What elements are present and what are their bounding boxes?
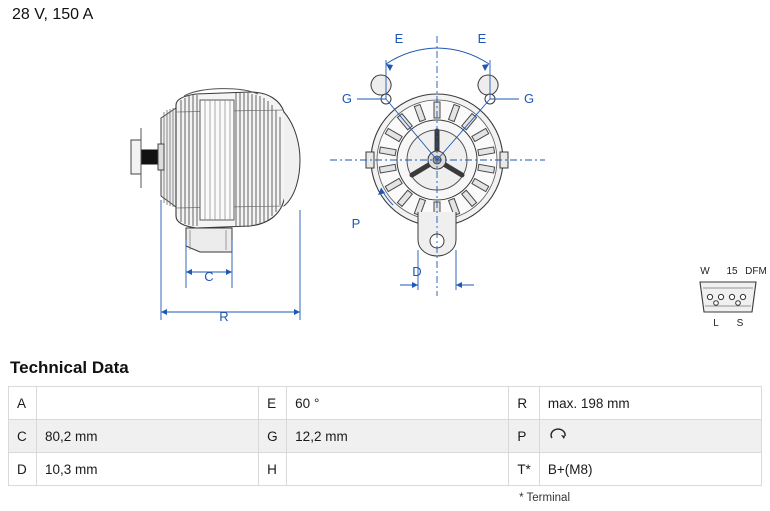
dimension-label-E-right: E (477, 31, 487, 46)
dimension-label-G-left: G (341, 91, 352, 106)
table-row (9, 387, 762, 420)
cell-value-D: 10,3 mm (37, 453, 259, 486)
cell-key-P: P (509, 420, 540, 453)
table-row (9, 420, 762, 453)
cell-key-C: C (9, 420, 37, 453)
side-view (131, 89, 300, 252)
cell-key-E: E (259, 387, 287, 420)
dimension-label-D: D (412, 264, 422, 279)
page-title: 28 V, 150 A (12, 6, 94, 23)
cell-value-H (287, 453, 509, 486)
cell-value-G: 12,2 mm (287, 420, 509, 453)
cell-key-A: A (9, 387, 37, 420)
cell-key-G: G (259, 420, 287, 453)
cell-value-T: B+(M8) (539, 453, 761, 486)
table-footnote: * Terminal (519, 492, 570, 504)
rotation-direction-icon (548, 428, 570, 444)
cell-key-R: R (509, 387, 540, 420)
dimension-label-C: C (204, 269, 214, 284)
connector-label-DFM: DFM (745, 266, 767, 277)
cell-key-D: D (9, 453, 37, 486)
dimension-label-R: R (219, 309, 229, 324)
table-row (9, 453, 762, 486)
dimension-label-P: P (351, 216, 361, 231)
connector-label-L: L (713, 318, 719, 329)
cell-key-H: H (259, 453, 287, 486)
technical-data-heading: Technical Data (10, 358, 129, 377)
connector-diagram (700, 282, 756, 312)
connector-label-15: 15 (726, 266, 738, 277)
connector-label-S: S (736, 318, 744, 329)
dimension-label-E-left: E (394, 31, 404, 46)
cell-value-E: 60 ° (287, 387, 509, 420)
cell-value-R: max. 198 mm (539, 387, 761, 420)
cell-value-A (37, 387, 259, 420)
connector-label-W: W (700, 266, 710, 277)
cell-key-T: T* (509, 453, 540, 486)
dimension-label-G-right: G (524, 91, 535, 106)
cell-value-C: 80,2 mm (37, 420, 259, 453)
cell-value-P (539, 420, 761, 453)
technical-data-table (8, 386, 762, 486)
